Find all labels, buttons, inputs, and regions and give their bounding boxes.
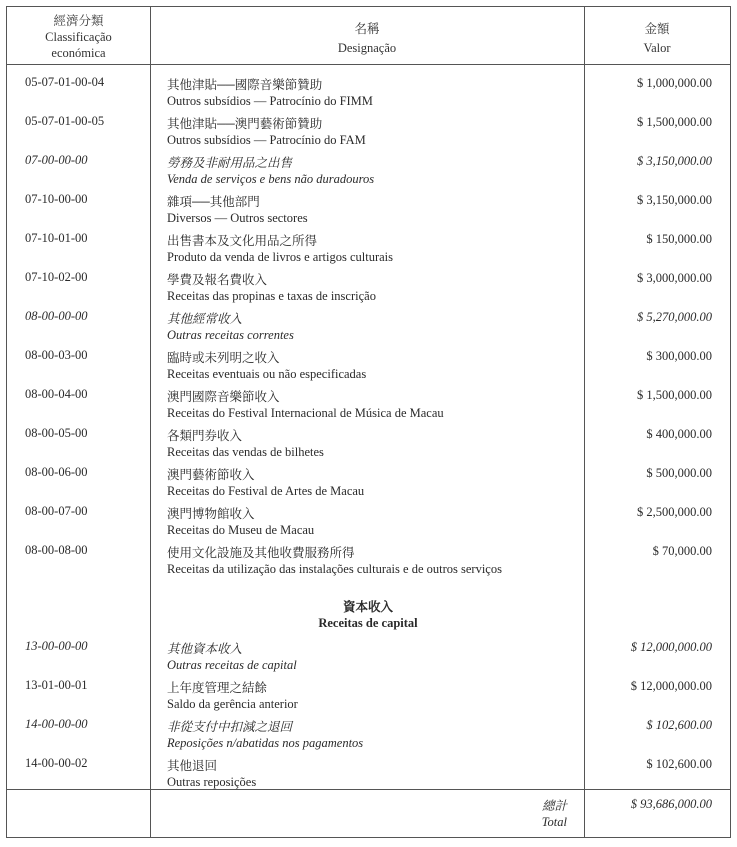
header-value-zh: 金額 (644, 22, 670, 36)
economic-code: 07-00-00-00 (25, 153, 88, 167)
economic-code: 13-00-00-00 (25, 639, 88, 653)
table-row (7, 108, 730, 147)
designation-pt: Receitas do Festival Internacional de Música de Macau (167, 406, 444, 420)
table-row-subtotal (7, 303, 730, 342)
table-row (7, 750, 730, 789)
designation-pt: Saldo da gerência anterior (167, 697, 298, 711)
designation-pt: Receitas do Museu de Macau (167, 523, 315, 537)
table-row-subtotal (7, 633, 730, 672)
designation-zh: 臨時或未列明之收入 (167, 351, 280, 365)
designation-pt: Outras receitas de capital (167, 658, 297, 672)
designation-zh: 出售書本及文化用品之所得 (167, 234, 318, 248)
section-heading-pt: Receitas de capital (318, 616, 418, 630)
designation-zh: 其他津貼──國際音樂節贊助 (167, 78, 323, 92)
economic-code: 07-10-02-00 (25, 270, 88, 284)
economic-code: 08-00-05-00 (25, 426, 88, 440)
designation-pt: Reposições n/abatidas nos pagamentos (167, 736, 364, 750)
designation-zh: 使用文化設施及其他收費服務所得 (167, 546, 355, 560)
designation-pt: Outras receitas correntes (167, 328, 294, 342)
designation-pt: Receitas da utilização das instalações culturais e de outros serviços (167, 562, 502, 576)
total-label-zh: 總計 (541, 799, 567, 813)
amount: $ 12,000,000.00 (630, 640, 712, 654)
designation-pt: Receitas eventuais ou não especificadas (167, 367, 367, 381)
amount: $ 70,000.00 (652, 544, 712, 558)
amount: $ 2,500,000.00 (637, 505, 712, 519)
table-row (7, 225, 730, 264)
amount: $ 1,000,000.00 (637, 76, 712, 90)
economic-code: 08-00-04-00 (25, 387, 88, 401)
economic-code: 07-10-00-00 (25, 192, 88, 206)
header-designation-pt: Designação (337, 41, 397, 55)
economic-code: 05-07-01-00-05 (25, 114, 105, 128)
designation-zh: 上年度管理之結餘 (167, 681, 268, 695)
economic-code: 14-00-00-02 (25, 756, 88, 770)
designation-zh: 澳門博物館收入 (167, 507, 255, 521)
header-classification-pt-line2: económica (51, 46, 106, 60)
designation-zh: 其他津貼──澳門藝術節贊助 (167, 117, 323, 131)
table-row (7, 498, 730, 537)
designation-zh: 非從支付中扣減之退回 (167, 720, 293, 734)
table-row (7, 420, 730, 459)
designation-zh: 雜項──其他部門 (167, 195, 260, 209)
designation-pt: Venda de serviços e bens não duradouros (167, 172, 375, 186)
header-classification-pt-line1: Classificação (45, 30, 112, 44)
economic-code: 08-00-03-00 (25, 348, 88, 362)
designation-zh: 各類門券收入 (167, 429, 243, 443)
amount: $ 1,500,000.00 (637, 115, 712, 129)
header-rule (7, 64, 730, 65)
economic-code: 13-01-00-01 (25, 678, 88, 692)
designation-pt: Outras reposições (167, 775, 257, 789)
designation-zh: 其他經常收入 (167, 312, 243, 326)
amount: $ 400,000.00 (646, 427, 712, 441)
designation-zh: 其他退回 (167, 759, 218, 773)
amount: $ 102,600.00 (646, 757, 712, 771)
table-row (7, 537, 730, 576)
table-row (7, 186, 730, 225)
table-row (7, 69, 730, 108)
designation-zh: 澳門國際音樂節收入 (167, 390, 280, 404)
table-row (7, 342, 730, 381)
designation-pt: Outros subsídios — Patrocínio do FIMM (167, 94, 373, 108)
designation-zh: 勞務及非耐用品之出售 (167, 156, 293, 170)
section-heading-zh: 資本收入 (342, 600, 393, 614)
economic-code: 14-00-00-00 (25, 717, 88, 731)
economic-code: 07-10-01-00 (25, 231, 88, 245)
economic-code: 05-07-01-00-04 (25, 75, 105, 89)
table-row (7, 264, 730, 303)
header-designation (150, 21, 584, 56)
amount: $ 5,270,000.00 (637, 310, 712, 324)
header-value (584, 21, 730, 56)
total-label-pt: Total (541, 815, 567, 829)
economic-code: 08-00-07-00 (25, 504, 88, 518)
amount: $ 3,150,000.00 (637, 154, 712, 168)
designation-zh: 澳門藝術節收入 (167, 468, 255, 482)
total-amount: $ 93,686,000.00 (630, 797, 712, 811)
amount: $ 3,000,000.00 (637, 271, 712, 285)
economic-code: 08-00-08-00 (25, 543, 88, 557)
table-row (7, 672, 730, 711)
amount: $ 300,000.00 (646, 349, 712, 363)
table-row-subtotal (7, 147, 730, 186)
header-value-pt: Valor (643, 41, 671, 55)
header-designation-zh: 名稱 (354, 22, 380, 36)
designation-pt: Diversos — Outros sectores (167, 211, 308, 225)
amount: $ 150,000.00 (646, 232, 712, 246)
designation-zh: 其他資本收入 (167, 642, 243, 656)
amount: $ 12,000,000.00 (630, 679, 712, 693)
table-row (7, 381, 730, 420)
budget-table (6, 6, 731, 838)
economic-code: 08-00-00-00 (25, 309, 88, 323)
designation-pt: Produto da venda de livros e artigos culturais (167, 250, 393, 264)
amount: $ 3,150,000.00 (637, 193, 712, 207)
amount: $ 102,600.00 (646, 718, 712, 732)
designation-pt: Outros subsídios — Patrocínio do FAM (167, 133, 366, 147)
header-classification-zh: 經濟分類 (53, 14, 104, 28)
economic-code: 08-00-06-00 (25, 465, 88, 479)
amount: $ 500,000.00 (646, 466, 712, 480)
designation-pt: Receitas das vendas de bilhetes (167, 445, 324, 459)
table-row-subtotal (7, 711, 730, 750)
designation-pt: Receitas do Festival de Artes de Macau (167, 484, 365, 498)
total-rule (7, 789, 730, 790)
header-classification (7, 13, 150, 61)
designation-zh: 學費及報名費收入 (167, 273, 268, 287)
table-row (7, 459, 730, 498)
amount: $ 1,500,000.00 (637, 388, 712, 402)
designation-pt: Receitas das propinas e taxas de inscrição (167, 289, 376, 303)
